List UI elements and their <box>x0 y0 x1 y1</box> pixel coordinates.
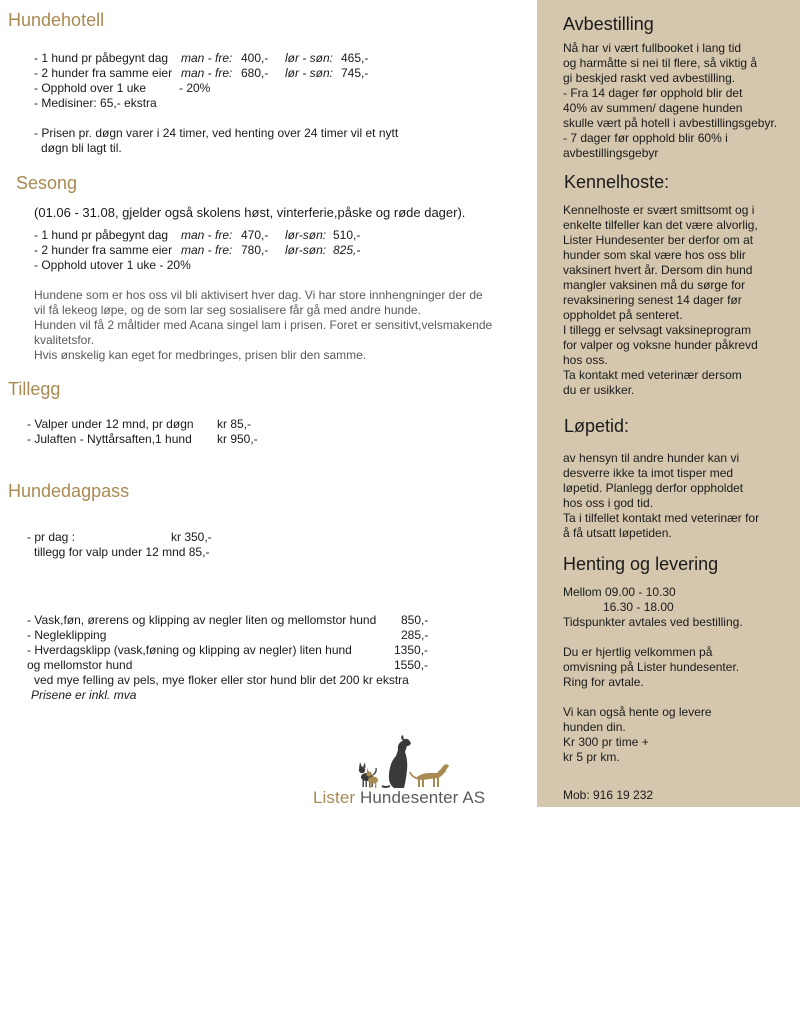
info-line: Hvis ønskelig kan eget for medbringes, prisen blir den samme. <box>34 348 367 362</box>
text-line: revaksinering senest 14 dager før <box>563 293 742 307</box>
text-line: Ta kontakt med veterinær dersom <box>563 368 742 382</box>
text-line: Vi kan også hente og levere <box>563 705 712 719</box>
text-line: Ta i tilfellet kontakt med veterinær for <box>563 511 760 525</box>
text-line: kr 5 pr km. <box>563 750 620 764</box>
text-line: å få utsatt løpetiden. <box>563 526 672 540</box>
text-line: Lister Hundesenter ber derfor om at <box>563 233 754 247</box>
stell-extra: ved mye felling av pels, mye floker eller stor hund blir det 200 kr ekstra <box>34 673 409 687</box>
info-sidebar <box>537 0 800 807</box>
weekend-price: 745,- <box>341 66 369 80</box>
row-label: - Valper under 12 mnd, pr døgn <box>27 417 194 431</box>
text-line: skulle vært på hotell i avbestillingsgebyr. <box>563 116 778 130</box>
sesong-row-3: - Opphold utover 1 uke - 20% <box>34 258 191 272</box>
weekday-price: 470,- <box>241 228 269 242</box>
row-label: - 2 hunder fra samme eier <box>34 243 173 257</box>
logo-text-hundesenter: Hundesenter AS <box>360 788 486 807</box>
text-line: enkelte tilfeller kan det være alvorlig, <box>563 218 758 232</box>
text-line: Nå har vi vært fullbooket i lang tid <box>563 41 742 55</box>
phone-number[interactable]: Mob: 916 19 232 <box>563 788 654 802</box>
text-line: Du er hjertlig velkommen på <box>563 645 713 659</box>
text-line: du er usikker. <box>563 383 635 397</box>
weekday-label: man - fre: <box>181 243 233 257</box>
text-line: mangler vaksinen må du sørge for <box>563 278 746 292</box>
text-line: omvisning på Lister hundesenter. <box>563 660 740 674</box>
henting-heading: Henting og levering <box>563 554 719 574</box>
sesong-heading: Sesong <box>16 173 78 193</box>
text-line: 40% av summen/ dagene hunden <box>563 101 743 115</box>
text-line: Ring for avtale. <box>563 675 644 689</box>
mva-note: Prisene er inkl. mva <box>31 688 137 702</box>
dagpass-row-2: tillegg for valp under 12 mnd 85,- <box>34 545 210 559</box>
row-label: og mellomstor hund <box>27 658 133 672</box>
row-label: - 2 hunder fra samme eier <box>34 66 173 80</box>
avbestilling-heading: Avbestilling <box>563 14 654 34</box>
hundehotell-note: - Prisen pr. døgn varer i 24 timer, ved henting over 24 timer vil et nytt <box>34 126 399 140</box>
text-line: Kr 300 pr time + <box>563 735 649 749</box>
hundehotell-note-cont: døgn bli lagt til. <box>41 141 122 155</box>
weekend-label: lør-søn: <box>285 243 327 257</box>
text-line: hunder som skal være hos oss blir <box>563 248 746 262</box>
text-line: løpetid. Planlegg derfor oppholdet <box>563 481 744 495</box>
weekend-label: lør - søn: <box>285 51 333 65</box>
weekend-price: 465,- <box>341 51 369 65</box>
row-label: - pr dag : <box>27 530 76 544</box>
row-label: - 1 hund pr påbegynt dag <box>34 228 169 242</box>
row-label: - Julaften - Nyttårsaften,1 hund <box>27 432 192 446</box>
row-price: 285,- <box>401 628 429 642</box>
row-label: - Negleklipping <box>27 628 107 642</box>
logo-text <box>313 788 485 808</box>
row-label: - Opphold over 1 uke <box>34 81 147 95</box>
row-price: 850,- <box>401 613 429 627</box>
text-line: hunden din. <box>563 720 626 734</box>
weekend-price: 510,- <box>333 228 361 242</box>
text-line: avbestillingsgebyr <box>563 146 659 160</box>
text-line: I tillegg er selvsagt vaksineprogram <box>563 323 752 337</box>
text-line: oppholdet på senteret. <box>563 308 683 322</box>
text-line: - 7 dager før opphold blir 60% i <box>563 131 728 145</box>
sesong-period: (01.06 - 31.08, gjelder også skolens høst, vinterferie,påske og røde dager). <box>34 205 466 220</box>
text-line: 16.30 - 18.00 <box>563 600 674 614</box>
text-line: og harmåtte si nei til flere, så viktig å <box>563 56 758 70</box>
row-label: - Hverdagsklipp (vask,føning og klipping av negler) liten hund <box>27 643 352 657</box>
row-label: - Vask,føn, ørerens og klipping av negler liten og mellomstor hund <box>27 613 377 627</box>
row-price: kr 85,- <box>217 417 252 431</box>
logo-text-lister: Lister <box>313 788 360 807</box>
weekday-price: 400,- <box>241 51 269 65</box>
text-line: Mellom 09.00 - 10.30 <box>563 585 676 599</box>
text-line: av hensyn til andre hunder kan vi <box>563 451 740 465</box>
kennelhoste-heading: Kennelhoste: <box>564 172 670 192</box>
text-line: desverre ikke ta imot tisper med <box>563 466 734 480</box>
weekend-label: lør-søn: <box>285 228 327 242</box>
info-line: kvalitetsfor. <box>34 333 95 347</box>
info-line: vil få lekeog løpe, og de som lar seg sosialisere får gå med andre hunde. <box>34 303 421 317</box>
row-value: - 20% <box>179 81 211 95</box>
weekday-label: man - fre: <box>181 51 233 65</box>
text-line: Kennelhoste er svært smittsomt og i <box>563 203 755 217</box>
text-line: hos oss i god tid. <box>563 496 654 510</box>
info-line: Hunden vil få 2 måltider med Acana singel lam i prisen. Foret er sensitivt,velsmakende <box>34 318 493 332</box>
dagpass-heading: Hundedagpass <box>8 481 130 501</box>
weekday-price: 680,- <box>241 66 269 80</box>
row-price: kr 950,- <box>217 432 258 446</box>
hundehotell-heading: Hundehotell <box>8 10 105 30</box>
weekend-price: 825,- <box>333 243 361 257</box>
text-line: hos oss. <box>563 353 608 367</box>
row-label: - 1 hund pr påbegynt dag <box>34 51 169 65</box>
weekend-label: lør - søn: <box>285 66 333 80</box>
weekday-label: man - fre: <box>181 66 233 80</box>
row-price: 1550,- <box>394 658 429 672</box>
weekday-price: 780,- <box>241 243 269 257</box>
text-line: vaksinert hvert år. Dersom din hund <box>563 263 753 277</box>
row-price: 1350,- <box>394 643 429 657</box>
lopetid-heading: Løpetid: <box>564 416 630 436</box>
text-line: for valper og voksne hunder påkrevd <box>563 338 758 352</box>
hundehotell-row-4: - Medisiner: 65,- ekstra <box>34 96 157 110</box>
weekday-label: man - fre: <box>181 228 233 242</box>
info-line: Hundene som er hos oss vil bli aktivisert hver dag. Vi har store innhengninger der de <box>34 288 483 302</box>
row-price: kr 350,- <box>171 530 212 544</box>
text-line: - Fra 14 dager før opphold blir det <box>563 86 743 100</box>
text-line: gi beskjed raskt ved avbestilling. <box>563 71 736 85</box>
text-line: Tidspunkter avtales ved bestilling. <box>563 615 743 629</box>
tillegg-heading: Tillegg <box>8 379 61 399</box>
